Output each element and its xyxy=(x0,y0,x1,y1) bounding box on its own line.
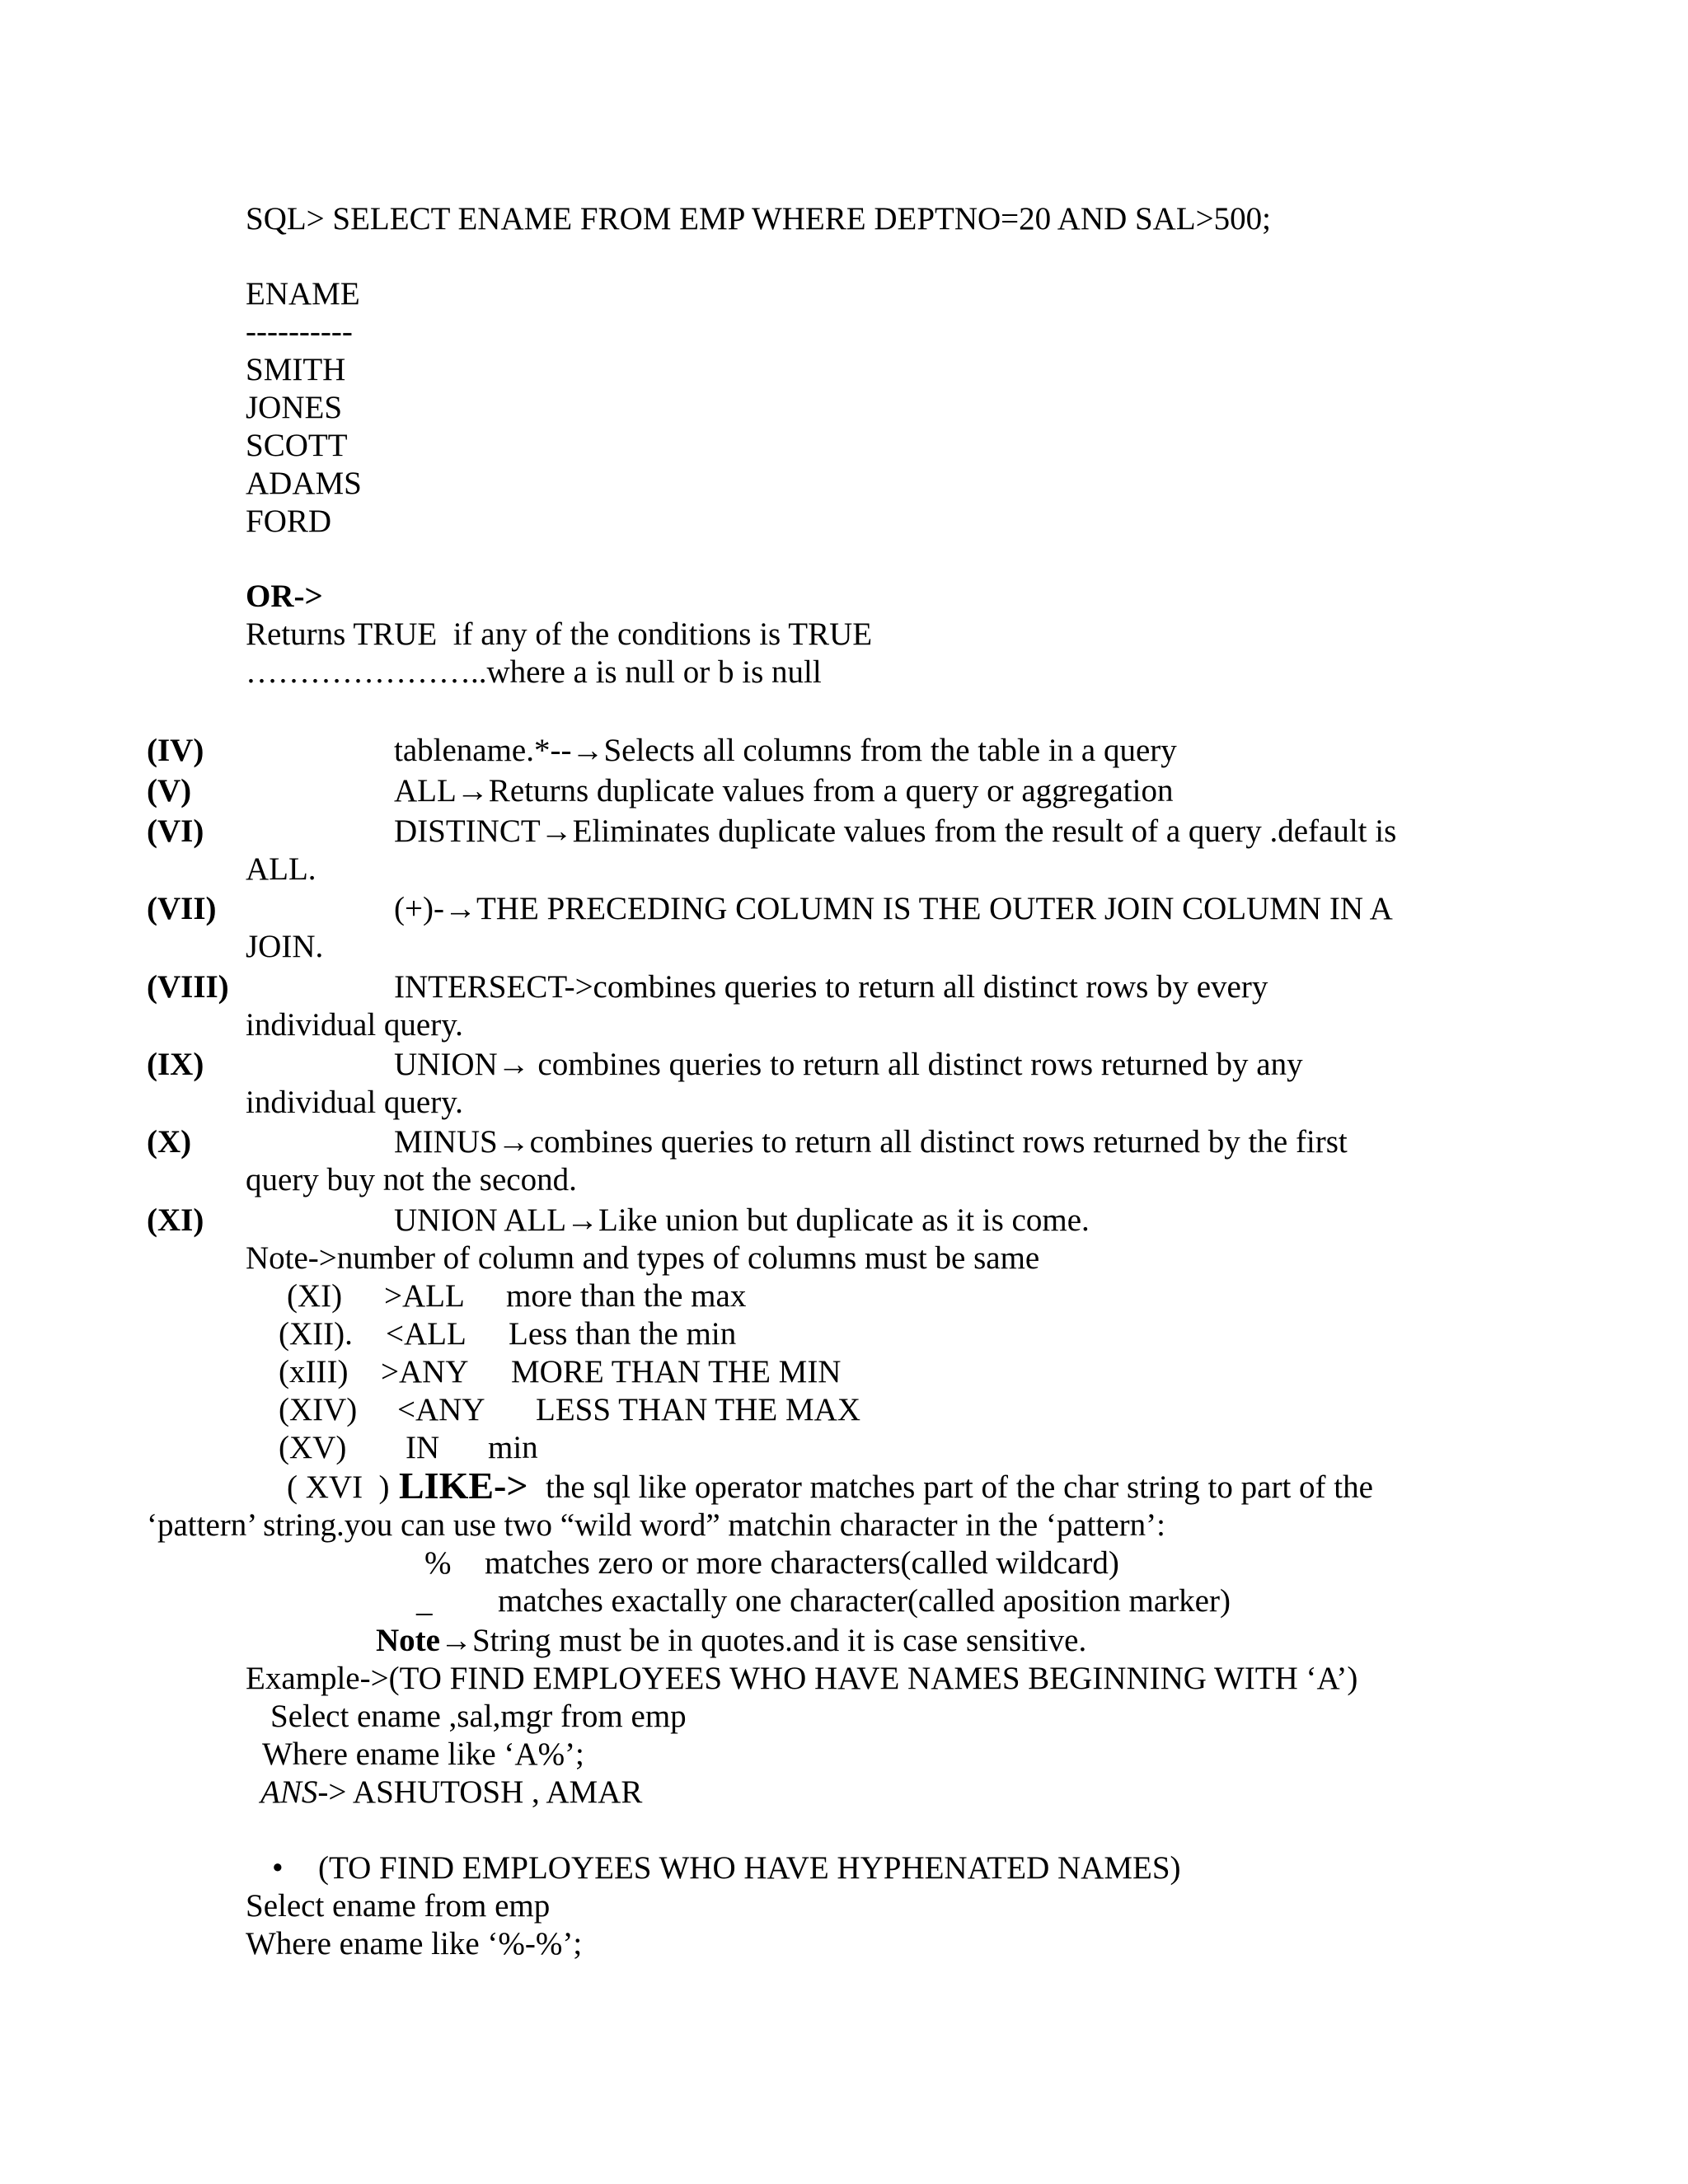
comparison-number: (XIV) xyxy=(279,1392,358,1427)
or-example: …………………..where a is null or b is null xyxy=(246,654,822,690)
item-text: INTERSECT->combines queries to return all distinct rows by every xyxy=(394,969,1268,1005)
like-note xyxy=(376,1624,1086,1657)
bullet-icon: • xyxy=(272,1850,284,1886)
item-text: ALL→Returns duplicate values from a query or aggregation xyxy=(394,773,1174,808)
note-line: Note->number of column and types of columns must be same xyxy=(246,1240,1040,1276)
position-marker-symbol: _ xyxy=(416,1583,433,1619)
result-row: SCOTT xyxy=(246,428,348,463)
item-number: (VII) xyxy=(147,891,217,926)
item-continuation: query buy not the second. xyxy=(246,1162,577,1197)
example-line: Example->(TO FIND EMPLOYEES WHO HAVE NAMES BEGINNING WITH ‘A’) xyxy=(246,1661,1358,1696)
column-separator: ---------- xyxy=(246,314,353,349)
answer-label: ANS- xyxy=(260,1774,329,1810)
item-continuation: individual query. xyxy=(246,1085,463,1120)
item-number: (XI) xyxy=(147,1202,204,1238)
bullet-text: (TO FIND EMPLOYEES WHO HAVE HYPHENATED NAMES) xyxy=(318,1850,1181,1886)
like-description-continued: ‘pattern’ string.you can use two “wild word” matchin character in the ‘pattern’: xyxy=(147,1507,1165,1543)
item-number: (V) xyxy=(147,773,192,808)
comparison-description: LESS THAN THE MAX xyxy=(536,1392,860,1427)
item-number: (IX) xyxy=(147,1047,204,1082)
example-answer xyxy=(260,1776,642,1808)
like-description: the sql like operator matches part of the char string to part of the xyxy=(546,1469,1373,1505)
item-continuation: individual query. xyxy=(246,1007,463,1043)
comparison-number: (XI) xyxy=(287,1278,343,1314)
item-text: MINUS→combines queries to return all distinct rows returned by the first xyxy=(394,1124,1348,1160)
or-description: Returns TRUE if any of the conditions is TRUE xyxy=(246,616,873,652)
comparison-number: (XV) xyxy=(279,1430,347,1465)
column-header: ENAME xyxy=(246,276,360,312)
comparison-description: min xyxy=(488,1430,538,1465)
example-sql: Where ename like ‘A%’; xyxy=(262,1736,584,1772)
comparison-number: (xIII) xyxy=(279,1354,349,1390)
item-number: (X) xyxy=(147,1124,192,1160)
comparison-description: Less than the min xyxy=(509,1316,737,1352)
wildcard-description: matches zero or more characters(called wildcard) xyxy=(485,1545,1119,1581)
item-text: DISTINCT→Eliminates duplicate values from the result of a query .default is xyxy=(394,813,1397,849)
item-number: (VI) xyxy=(147,813,204,849)
item-text: UNION→ combines queries to return all distinct rows returned by any xyxy=(394,1047,1303,1082)
item-continuation: JOIN. xyxy=(246,929,324,964)
item-number: (VIII) xyxy=(147,969,229,1005)
sql-query-line: SQL> SELECT ENAME FROM EMP WHERE DEPTNO=20 AND SAL>500; xyxy=(246,201,1272,237)
example-sql: Select ename ,sal,mgr from emp xyxy=(270,1699,687,1734)
answer-text: > ASHUTOSH , AMAR xyxy=(328,1774,643,1810)
comparison-description: MORE THAN THE MIN xyxy=(511,1354,842,1390)
like-number: ( XVI ) xyxy=(287,1469,390,1505)
like-keyword: LIKE-> xyxy=(399,1465,528,1507)
item-continuation: ALL. xyxy=(246,851,316,887)
comparison-description: more than the max xyxy=(506,1278,747,1314)
item-number: (IV) xyxy=(147,733,204,768)
note-text: String must be in quotes.and it is case sensitive. xyxy=(471,1623,1087,1658)
result-row: SMITH xyxy=(246,352,346,387)
bullet-sql: Where ename like ‘%-%’; xyxy=(246,1926,583,1961)
comparison-operator: IN xyxy=(406,1430,440,1465)
note-label: Note→ xyxy=(376,1623,472,1658)
bullet-sql: Select ename from emp xyxy=(246,1888,551,1924)
item-text: UNION ALL→Like union but duplicate as it is come. xyxy=(394,1202,1090,1238)
item-text: tablename.*--→Selects all columns from the table in a query xyxy=(394,733,1177,768)
result-row: FORD xyxy=(246,504,332,539)
comparison-operator: <ANY xyxy=(397,1392,485,1427)
wildcard-symbol: % xyxy=(424,1545,452,1581)
comparison-number: (XII). xyxy=(279,1316,353,1352)
item-text: (+)-→THE PRECEDING COLUMN IS THE OUTER JOIN COLUMN IN A xyxy=(394,891,1393,926)
or-heading: OR-> xyxy=(246,579,323,614)
comparison-operator: >ANY xyxy=(381,1354,469,1390)
comparison-operator: >ALL xyxy=(384,1278,465,1314)
position-marker-description: matches exactally one character(called aposition marker) xyxy=(498,1583,1231,1619)
result-row: JONES xyxy=(246,390,343,425)
comparison-operator: <ALL xyxy=(386,1316,467,1352)
result-row: ADAMS xyxy=(246,466,362,501)
